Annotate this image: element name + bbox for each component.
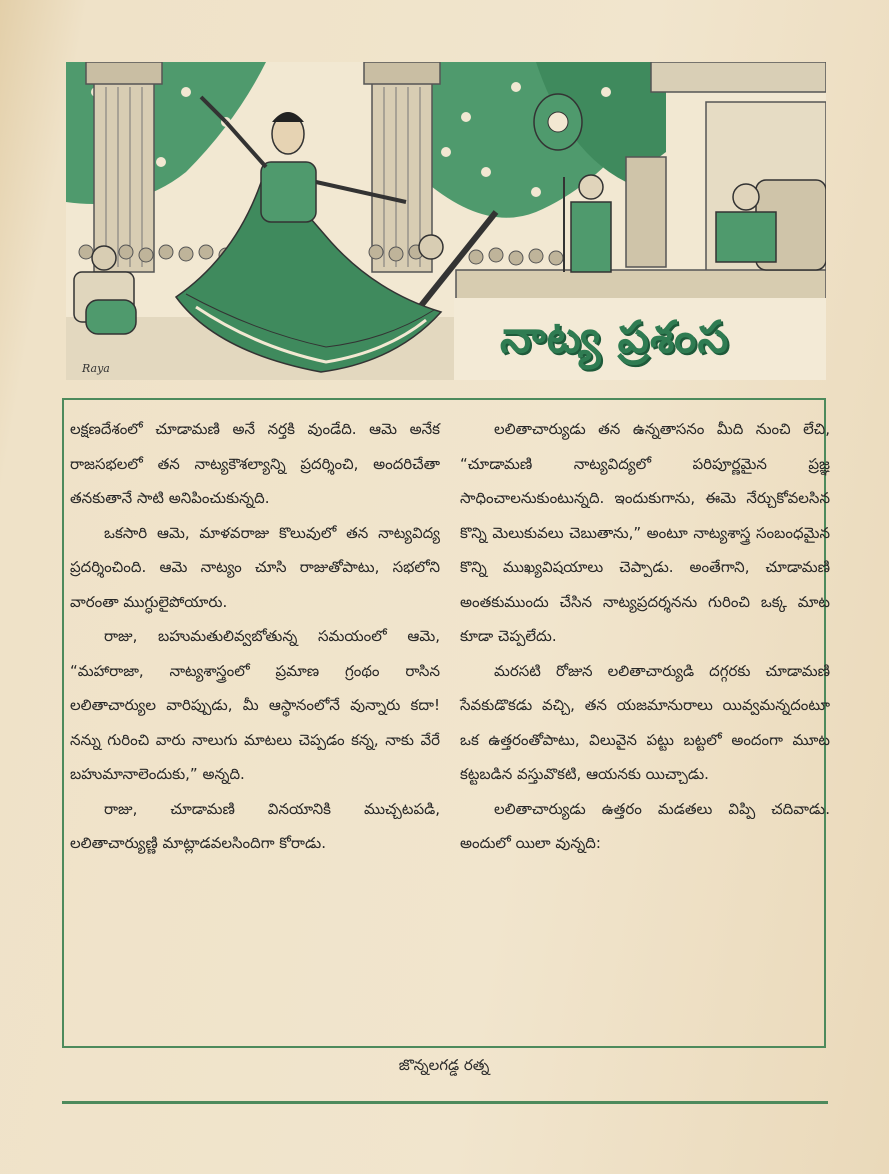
paragraph: లక్షణదేశంలో చూడామణి అనే నర్తకి వుండేది. ఆమె అనేక రాజసభలలో తన నాట్యకౌశల్యాన్ని ప్రదర్శించి, అందరిచేతా తనకుతానే సాటి అనిపించుకున్నది. — [70, 420, 440, 507]
illustrator-signature: Raya — [82, 362, 110, 375]
paragraph: రాజు, చూడామణి వినయానికి ముచ్చటపడి, లలితాచార్యుణ్ణి మాట్లాడవలసిందిగా కోరాడు. — [70, 799, 440, 852]
paragraph: ఒకసారి ఆమె, మాళవరాజు కొలువులో తన నాట్యవిద్య ప్రదర్శించింది. ఆమె నాట్యం చూసి రాజుతోపాటు, సభలోని వారంతా ముగ్ధులైపోయారు. — [70, 523, 440, 611]
paragraph: రాజు, బహుమతులివ్వబోతున్న సమయంలో ఆమె, “మహారాజా, నాట్యశాస్త్రంలో ప్రమాణ గ్రంథం రాసిన లలితాచార్యుల వారిప్పుడు, మీ ఆస్థానంలోనే వున్నారు కదా! నన్ను గురించి వారు నాలుగు మాటలు చెప్పడం కన్న, నాకు వేరే బహుమానాలెందుకు,” అన్నది. — [70, 627, 440, 783]
paragraph: లలితాచార్యుడు తన ఉన్నతాసనం మీది నుంచి లేచి, “చూడామణి నాట్యవిద్యలో పరిపూర్ణమైన ప్రజ్ఞ సాధించాలనుకుంటున్నది. ఇందుకుగాను, ఈమె నేర్చుకోవలసిన కొన్ని మెలుకువలు చెబుతాను,” అంటూ నాట్యశాస్త్ర సంబంధమైన కొన్ని ముఖ్యవిషయాలు చెప్పాడు. అంతేగాని, చూడామణి అంతకుముందు చేసిన నాట్యప్రదర్శనను గురించి ఒక్క మాట కూడా చెప్పలేదు. — [460, 420, 830, 645]
paragraph: మరసటి రోజున లలితాచార్యుడి దగ్గరకు చూడామణి సేవకుడొకడు వచ్చి, తన యజమానురాలు యివ్వమన్నదంటూ ఒక ఉత్తరంతోపాటు, విలువైన పట్టు బట్టలో అందంగా మూట కట్టబడిన వస్తువొకటి, ఆయనకు యిచ్చాడు. — [460, 661, 830, 783]
paragraph: లలితాచార్యుడు ఉత్తరం మడతలు విప్పి చదివాడు. అందులో యిలా వున్నది: — [460, 799, 830, 852]
right-column — [460, 412, 830, 861]
story-text-frame — [62, 398, 830, 1048]
author-byline: జొన్నలగడ్డ రత్న — [398, 1056, 490, 1074]
story-title: నాట్య ప్రశంస — [500, 312, 730, 363]
left-column — [70, 412, 440, 861]
bottom-rule — [62, 1101, 828, 1104]
